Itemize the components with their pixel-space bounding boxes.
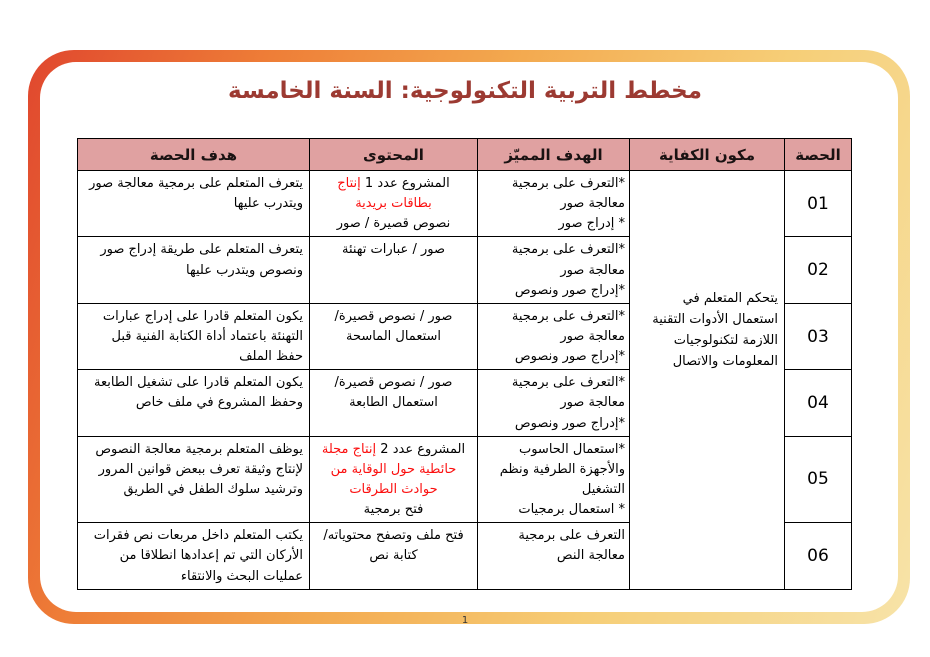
content-text: صور / نصوص قصيرة/ — [334, 375, 453, 391]
content-line — [313, 480, 474, 500]
distinctive-objective-cell — [478, 171, 630, 237]
content-line — [313, 240, 474, 260]
content-cell — [310, 237, 478, 303]
content-text-red: حوادث الطرقات — [349, 481, 438, 497]
header-row — [78, 139, 852, 171]
content-text: فتح برمجية — [363, 502, 424, 518]
session-number-cell: 01 — [785, 171, 852, 237]
content-line — [313, 373, 474, 393]
content-line — [313, 526, 474, 546]
column-header-competency: مكون الكفاية — [630, 139, 785, 171]
content-cell — [310, 171, 478, 237]
distinctive-objective-cell — [478, 436, 630, 523]
content-line — [313, 194, 474, 214]
content-text: نصوص قصيرة / صور — [336, 216, 451, 232]
objective-line: *التعرف على برمجية معالجة صور — [511, 308, 625, 344]
objective-line: التعرف على برمجية معالجة النص — [518, 528, 625, 564]
objective-line: *إدراج صور ونصوص — [514, 282, 625, 298]
content-cell — [310, 523, 478, 589]
content-line — [313, 307, 474, 327]
column-header-objective: الهدف المميّز — [478, 139, 630, 171]
content-line — [313, 460, 474, 480]
content-line — [313, 393, 474, 413]
technology-education-plan-table — [77, 138, 852, 590]
distinctive-objective-cell — [478, 370, 630, 436]
content-cell — [310, 436, 478, 523]
content-text: المشروع عدد 2 — [376, 441, 466, 457]
content-text: المشروع عدد 1 — [360, 176, 450, 191]
content-line — [313, 546, 474, 566]
content-line — [313, 214, 474, 234]
content-text-red: حائطية حول الوقاية من — [330, 461, 457, 477]
page-title: مخطط التربية التكنولوجية: السنة الخامسة — [228, 78, 702, 104]
session-number-cell: 02 — [785, 237, 852, 303]
content-text-red: إنتاج مجلة — [321, 441, 377, 457]
content-line — [313, 327, 474, 347]
session-goal-cell: يكون المتعلم قادرا على إدراج عبارات التهنئة باعتماد أداة الكتابة الفنية قبل حفظ الملف — [78, 303, 310, 369]
session-goal-cell: يتعرف المتعلم على طريقة إدراج صور ونصوص ويتدرب عليها — [78, 237, 310, 303]
session-goal-cell: يتعرف المتعلم على برمجية معالجة صور ويتدرب عليها — [78, 171, 310, 237]
content-line — [313, 174, 474, 194]
page-number: 1 — [461, 615, 469, 626]
objective-line: * إدراج صور — [558, 216, 625, 232]
content-text: استعمال الماسحة — [345, 328, 442, 344]
competency-component-cell: يتحكم المتعلم في استعمال الأدوات التقنية اللازمة لتكنولوجيات المعلومات والاتصال — [630, 171, 785, 590]
objective-line: *التعرف على برمجية معالجة صور — [511, 375, 625, 411]
objective-line: *استعمال الحاسوب والأجهزة الطرفية ونظم التشغيل — [499, 441, 625, 497]
objective-line: *إدراج صور ونصوص — [514, 349, 625, 365]
distinctive-objective-cell — [478, 303, 630, 369]
content-text: صور / نصوص قصيرة/ — [334, 308, 453, 324]
content-text-red: بطاقات بريدية — [355, 196, 432, 212]
content-line — [313, 500, 474, 520]
column-header-session: الحصة — [785, 139, 852, 171]
content-text: استعمال الطابعة — [349, 395, 438, 411]
content-text: كتابة نص — [369, 548, 418, 564]
session-number-cell: 05 — [785, 436, 852, 523]
objective-line: *التعرف على برمجية معالجة صور — [511, 242, 625, 278]
content-line — [313, 440, 474, 460]
distinctive-objective-cell — [478, 523, 630, 589]
session-goal-cell: يكتب المتعلم داخل مربعات نص فقرات الأركان التي تم إعدادها انطلاقا من عمليات البحث والانتقاء — [78, 523, 310, 589]
content-text: صور / عبارات تهنئة — [341, 242, 445, 258]
table-row — [78, 171, 852, 237]
plan-table-wrapper — [77, 138, 852, 590]
objective-line: *التعرف على برمجية معالجة صور — [511, 176, 625, 212]
session-goal-cell: يوظف المتعلم برمجية معالجة النصوص لإنتاج وثيقة تعرف ببعض قوانين المرور وترشيد سلوك الطفل في الطريق — [78, 436, 310, 523]
session-number-cell: 03 — [785, 303, 852, 369]
objective-line: *إدراج صور ونصوص — [514, 415, 625, 431]
content-cell — [310, 303, 478, 369]
column-header-content: المحتوى — [310, 139, 478, 171]
content-cell — [310, 370, 478, 436]
content-text-red: إنتاج — [337, 176, 361, 191]
objective-line: * استعمال برمجيات — [518, 502, 625, 518]
session-number-cell: 04 — [785, 370, 852, 436]
session-number-cell: 06 — [785, 523, 852, 589]
distinctive-objective-cell — [478, 237, 630, 303]
session-goal-cell: يكون المتعلم قادرا على تشغيل الطابعة وحفظ المشروع في ملف خاص — [78, 370, 310, 436]
column-header-goal: هدف الحصة — [78, 139, 310, 171]
content-text: فتح ملف وتصفح محتوياته/ — [323, 528, 464, 544]
